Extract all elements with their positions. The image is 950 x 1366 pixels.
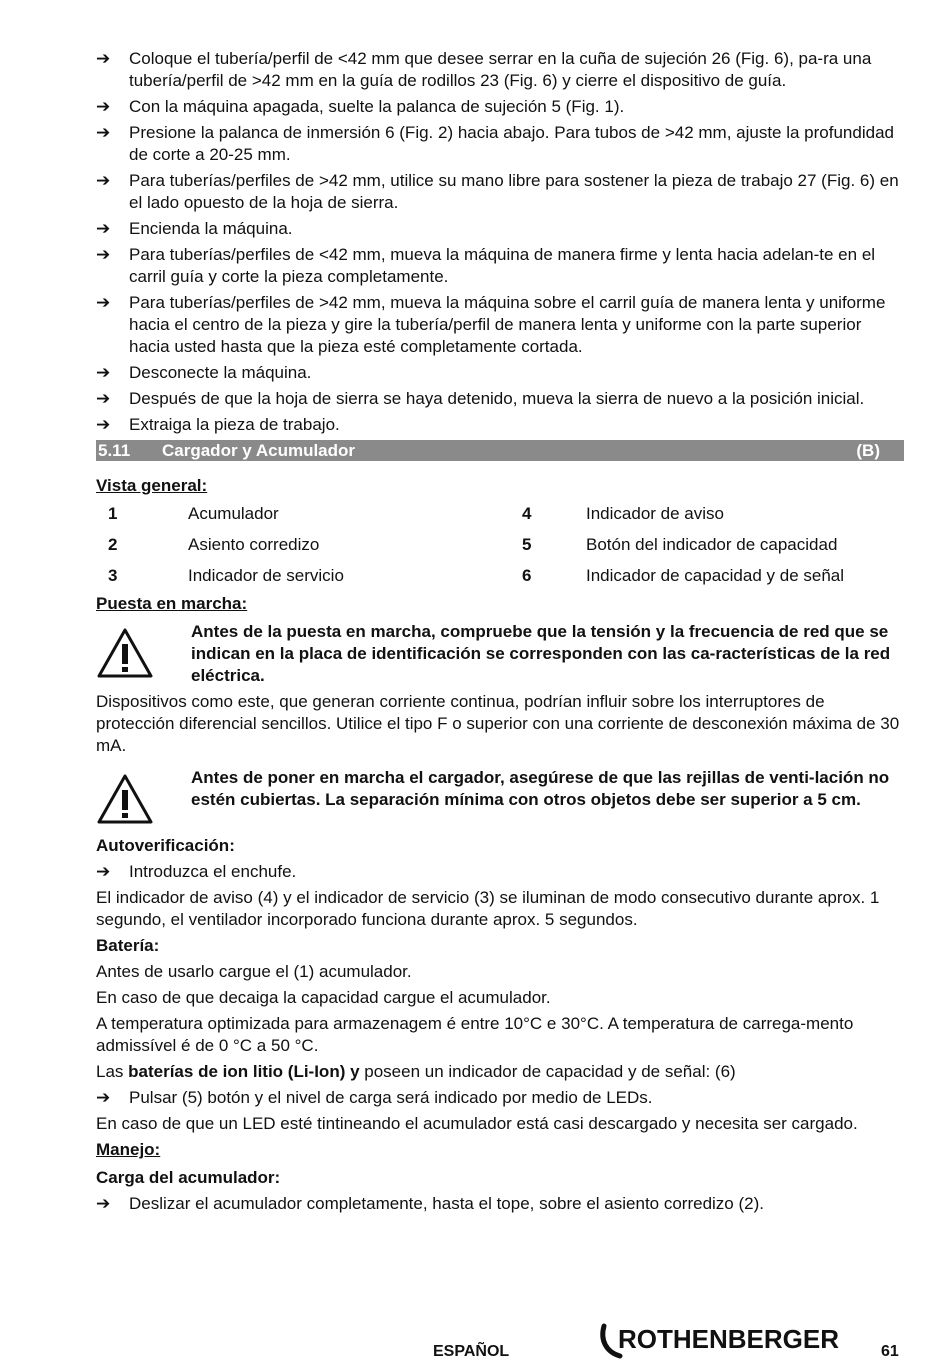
arrow-icon: ➔	[96, 123, 111, 142]
item-number: 2	[108, 535, 118, 554]
arrow-icon: ➔	[96, 415, 111, 434]
arrow-icon: ➔	[96, 1088, 111, 1107]
section-header	[96, 440, 904, 461]
item-label: Indicador de servicio	[188, 566, 344, 585]
list-item: ➔ Encienda la máquina.	[96, 219, 293, 238]
page-content	[96, 48, 904, 1219]
section-number: 5.11	[98, 441, 131, 460]
arrow-icon: ➔	[96, 862, 111, 881]
arrow-icon: ➔	[96, 219, 111, 238]
warning-block	[96, 621, 904, 687]
item-number: 6	[522, 566, 532, 585]
arrow-icon: ➔	[96, 245, 111, 264]
arrow-icon: ➔	[96, 363, 111, 382]
warning-text: Antes de la puesta en marcha, compruebe que la tensión y la frecuencia de red que se indican en la placa de identificación se corresponden con las ca-racterísticas de la red eléctrica.	[191, 622, 891, 685]
item-label: Indicador de aviso	[586, 504, 724, 523]
item-label: Botón del indicador de capacidad	[586, 535, 838, 554]
list-item: ➔ Deslizar el acumulador completamente, hasta el tope, sobre el asiento corredizo (2).	[96, 1194, 764, 1213]
paragraph: En caso de que decaiga la capacidad cargue el acumulador.	[96, 988, 551, 1007]
arrow-icon: ➔	[96, 49, 111, 68]
battery-heading: Batería:	[96, 936, 160, 955]
list-item: ➔ Después de que la hoja de sierra se haya detenido, mueva la sierra de nuevo a la posición inicial.	[96, 389, 865, 408]
item-number: 3	[108, 566, 118, 585]
warning-text: Antes de poner en marcha el cargador, asegúrese de que las rejillas de venti-lación no estén cubiertas. La separación mínima con otros objetos debe ser superior a 5 cm.	[191, 768, 890, 809]
list-item: ➔ Para tuberías/perfiles de >42 mm, mueva la máquina sobre el carril guía de manera lenta y uniforme hacia el centro de la pieza y gire la tubería/perfil de manera lenta y uniforme con la parte superior hacia usted hasta que la pieza esté completamente cortada.	[96, 293, 886, 356]
item-number: 1	[108, 504, 118, 523]
arrow-icon: ➔	[96, 293, 111, 312]
warning-triangle-icon	[96, 767, 191, 831]
warning-block	[96, 767, 904, 831]
arrow-icon: ➔	[96, 389, 111, 408]
page-number: 61	[881, 1343, 899, 1360]
arrow-icon: ➔	[96, 171, 111, 190]
paragraph: A temperatura optimizada para armazenagem é entre 10°C e 30°C. A temperatura de carrega-mento admissível é de 0 °C a 50 °C.	[96, 1014, 854, 1055]
list-item: ➔ Presione la palanca de inmersión 6 (Fig. 2) hacia abajo. Para tubos de >42 mm, ajuste la profundidad de corte a 20-25 mm.	[96, 123, 894, 164]
paragraph: Dispositivos como este, que generan corriente continua, podrían influir sobre los interruptores de protección diferencial sencillos. Utilice el tipo F o superior con una corriente de desconexión máxima de 30 mA.	[96, 692, 900, 755]
item-label: Acumulador	[188, 504, 279, 523]
list-item: ➔ Introduzca el enchufe.	[96, 862, 297, 881]
item-label: Asiento corredizo	[188, 535, 320, 554]
item-number: 4	[522, 504, 532, 523]
list-item: ➔ Pulsar (5) botón y el nivel de carga será indicado por medio de LEDs.	[96, 1088, 653, 1107]
section-title: Cargador y Acumulador	[162, 441, 356, 460]
list-item: ➔ Para tuberías/perfiles de >42 mm, utilice su mano libre para sostener la pieza de trabajo 27 (Fig. 6) en el lado opuesto de la hoja de sierra.	[96, 171, 899, 212]
section-tag: (B)	[856, 441, 880, 460]
paragraph: Antes de usarlo cargue el (1) acumulador.	[96, 962, 412, 981]
selfcheck-heading: Autoverificación:	[96, 836, 235, 855]
overview-heading: Vista general:	[96, 476, 208, 495]
instruction-list	[96, 48, 904, 436]
charging-subheading: Carga del acumulador:	[96, 1168, 281, 1187]
paragraph: Las baterías de ion litio (Li-Ion) y poseen un indicador de capacidad y de señal: (6)	[96, 1062, 736, 1081]
paragraph: El indicador de aviso (4) y el indicador de servicio (3) se iluminan de modo consecutivo durante aprox. 1 segundo, el ventilador incorporado funciona durante aprox. 5 segundos.	[96, 888, 880, 929]
item-number: 5	[522, 535, 532, 554]
list-item: ➔ Extraiga la pieza de trabajo.	[96, 415, 340, 434]
item-label: Indicador de capacidad y de señal	[586, 566, 845, 585]
handling-heading: Manejo:	[96, 1140, 161, 1159]
paragraph: En caso de que un LED esté tintineando el acumulador está casi descargado y necesita ser cargado.	[96, 1114, 858, 1133]
arrow-icon: ➔	[96, 97, 111, 116]
arrow-icon: ➔	[96, 1194, 111, 1213]
brand-logo	[598, 1322, 850, 1360]
startup-heading: Puesta en marcha:	[96, 594, 248, 613]
list-item: ➔ Con la máquina apagada, suelte la palanca de sujeción 5 (Fig. 1).	[96, 97, 625, 116]
list-item: ➔ Para tuberías/perfiles de <42 mm, mueva la máquina de manera firme y lenta hacia adelan-te en el carril guía y corte la pieza completamente.	[96, 245, 876, 286]
brand-name: ROTHENBERGER	[618, 1324, 840, 1354]
footer-language: ESPAÑOL	[433, 1343, 510, 1360]
warning-triangle-icon	[96, 621, 191, 687]
list-item: ➔ Desconecte la máquina.	[96, 363, 312, 382]
list-item: ➔ Coloque el tubería/perfil de <42 mm que desee serrar en la cuña de sujeción 26 (Fig. 6), pa-ra una tubería/perfil de >42 mm en la guía de rodillos 23 (Fig. 6) y cierre el dispositivo de guía.	[96, 49, 872, 90]
overview-list	[108, 503, 904, 587]
